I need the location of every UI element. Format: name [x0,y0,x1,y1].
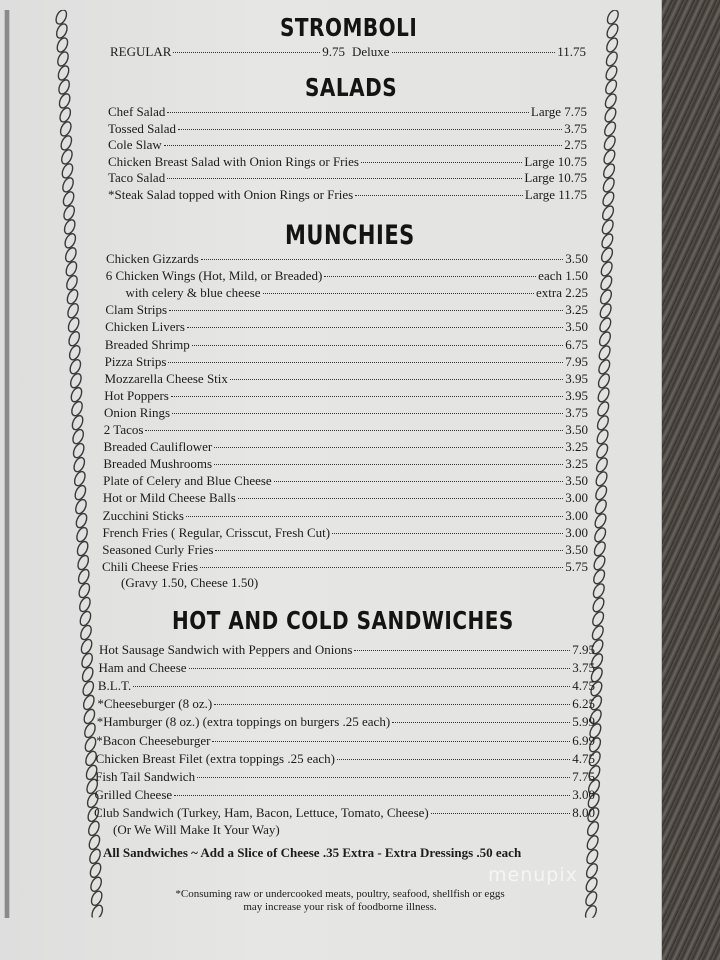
munchies-note: (Gravy 1.50, Cheese 1.50) [121,575,259,590]
sandwiches-footer: All Sandwiches ~ Add a Slice of Cheese .35 Extra - Extra Dressings .50 each [103,845,522,860]
munchies-item-name: Seasoned Curly Fries [102,541,214,557]
munchies-item-price: 3.95 [565,370,588,386]
munchies-item-price: 3.25 [565,302,588,318]
sandwich-item-row [97,714,595,729]
salad-item-name: Chicken Breast Salad with Onion Rings or Fries [108,153,359,169]
sandwich-item-name: Ham and Cheese [98,660,187,676]
munchies-item-name: Zucchini Sticks [102,507,184,523]
sandwich-item-row [98,678,595,693]
salad-item-row [108,104,587,119]
munchies-item-row [104,439,588,454]
salad-item-name: Cole Slaw [108,137,162,153]
sandwich-item-price: 5.99 [572,714,595,730]
munchies-item-row [103,490,588,505]
stromboli-deluxe-label: Deluxe [352,44,390,59]
munchies-item-row [104,405,588,420]
stromboli-regular-label: REGULAR [110,44,172,59]
salad-item-price: Large 11.75 [524,187,587,202]
munchies-heading: MUNCHIES [285,220,415,250]
munchies-item-row [105,354,588,369]
munchies-item-name: with celery & blue cheese [125,285,261,301]
sandwich-item-name: Chicken Breast Filet (extra toppings .25 each) [95,750,336,766]
salad-item-row [108,121,587,136]
munchies-item-price: each 1.50 [538,268,588,284]
sandwich-item-price: 7.95 [572,642,595,657]
munchies-item-row [103,473,588,488]
munchies-item-row [104,422,588,437]
sandwiches-note: (Or We Will Make It Your Way) [113,822,280,837]
sandwich-item-price: 8.00 [572,804,595,820]
munchies-item-name: Mozzarella Cheese Stix [104,370,228,386]
munchies-item-row [104,371,588,386]
sandwich-item-row [96,751,595,766]
salad-item-price: 3.75 [564,120,587,136]
sandwich-item-row [95,769,595,784]
salad-item-price: Large 10.75 [524,170,587,186]
salad-item-name: Chef Salad [108,104,166,119]
munchies-item-name: French Fries ( Regular, Crisscut, Fresh Cut) [102,524,331,540]
sandwich-item-price: 3.00 [572,786,595,802]
munchies-item-name: Breaded Shrimp [104,336,190,352]
sandwich-item-name: *Hamburger (8 oz.) (extra toppings on burgers .25 each) [96,714,391,730]
salad-item-row [108,187,587,202]
salad-item-price: Large 7.75 [530,104,587,119]
munchies-item-price: 3.25 [565,439,588,455]
munchies-item-price: 3.95 [565,387,588,403]
stromboli-deluxe-price: 11.75 [557,44,586,59]
munchies-item-price: 3.00 [565,490,588,506]
salads-heading: SALADS [305,72,398,102]
munchies-item-name: Chicken Gizzards [106,251,199,266]
munchies-item-name: Onion Rings [104,404,171,420]
munchies-item-row [102,559,588,574]
munchies-item-name: Breaded Mushrooms [103,456,213,472]
sandwich-item-price: 6.99 [572,732,595,748]
munchies-item-price: 3.50 [565,541,588,557]
sandwich-item-row [97,696,595,711]
sandwich-item-name: Grilled Cheese [94,786,173,802]
munchies-item-row [106,268,588,283]
munchies-item-name: Chicken Livers [105,319,185,335]
sandwich-item-row [99,642,595,657]
munchies-item-price: 3.00 [565,524,588,540]
sandwich-item-price: 3.75 [572,660,595,676]
sandwich-item-row [96,733,595,748]
salad-item-name: Taco Salad [108,170,166,186]
munchies-item-row [126,285,588,300]
munchies-item-price: 3.50 [565,422,588,437]
sandwich-item-name: Hot Sausage Sandwich with Peppers and Onions [99,642,353,657]
munchies-item-row [105,337,588,352]
munchies-item-price: extra 2.25 [536,285,588,301]
sandwiches-heading: HOT AND COLD SANDWICHES [172,605,514,635]
sandwich-item-row [94,805,595,820]
munchies-item-row [106,251,588,266]
sandwich-item-price: 7.75 [572,768,595,784]
munchies-item-price: 3.00 [565,507,588,523]
salad-item-name: *Steak Salad topped with Onion Rings or Fries [108,187,354,202]
munchies-item-row [102,525,588,540]
munchies-item-name: 2 Tacos [103,422,144,437]
salad-item-name: Tossed Salad [108,120,177,136]
munchies-item-row [104,388,588,403]
munchies-item-name: Pizza Strips [104,353,167,369]
munchies-item-row [105,302,588,317]
menupix-watermark: menupix [488,864,578,886]
munchies-item-name: Hot or Mild Cheese Balls [102,490,236,506]
munchies-item-price: 3.75 [565,404,588,420]
sandwich-item-price: 6.25 [572,696,595,712]
sandwich-item-name: *Cheeseburger (8 oz.) [97,696,213,712]
munchies-item-price: 3.50 [565,319,588,335]
munchies-item-name: Clam Strips [105,302,168,318]
munchies-item-name: Hot Poppers [104,387,169,403]
stromboli-regular-row [110,44,345,59]
stromboli-deluxe-row [352,44,586,59]
sandwich-item-name: Club Sandwich (Turkey, Ham, Bacon, Lettuce, Tomato, Cheese) [94,804,429,820]
disclaimer [140,888,540,914]
sandwich-item-name: Fish Tail Sandwich [95,768,196,784]
disclaimer-line-2: may increase your risk of foodborne illness. [243,901,437,913]
munchies-item-price: 3.50 [565,251,588,266]
munchies-item-row [103,456,588,471]
sandwich-item-price: 4.75 [572,750,595,766]
salad-item-row [108,154,587,169]
stromboli-regular-price: 9.75 [322,44,345,59]
stromboli-heading: STROMBOLI [280,12,418,42]
munchies-item-name: Breaded Cauliflower [103,439,213,455]
salad-item-price: Large 10.75 [524,153,587,169]
sandwich-item-row [95,787,595,802]
munchies-item-name: Plate of Celery and Blue Cheese [103,473,272,489]
sandwich-item-name: B.L.T. [97,678,132,694]
disclaimer-line-1: *Consuming raw or undercooked meats, poultry, seafood, shellfish or eggs [175,888,505,900]
munchies-item-name: Chili Cheese Fries [102,558,199,574]
salad-item-row [108,170,587,185]
sandwich-item-row [98,660,595,675]
munchies-item-row [102,542,588,557]
munchies-item-row [105,319,588,334]
munchies-item-price: 3.50 [565,473,588,489]
munchies-item-price: 3.25 [565,456,588,472]
salad-item-price: 2.75 [564,137,587,153]
munchies-item-name: 6 Chicken Wings (Hot, Mild, or Breaded) [105,268,323,284]
munchies-item-price: 6.75 [565,336,588,352]
munchies-item-row [103,508,588,523]
munchies-item-price: 5.75 [565,558,588,574]
sandwich-item-price: 4.75 [572,678,595,694]
sandwich-item-name: *Bacon Cheeseburger [96,732,211,748]
salad-item-row [108,137,587,152]
munchies-item-price: 7.95 [565,353,588,369]
